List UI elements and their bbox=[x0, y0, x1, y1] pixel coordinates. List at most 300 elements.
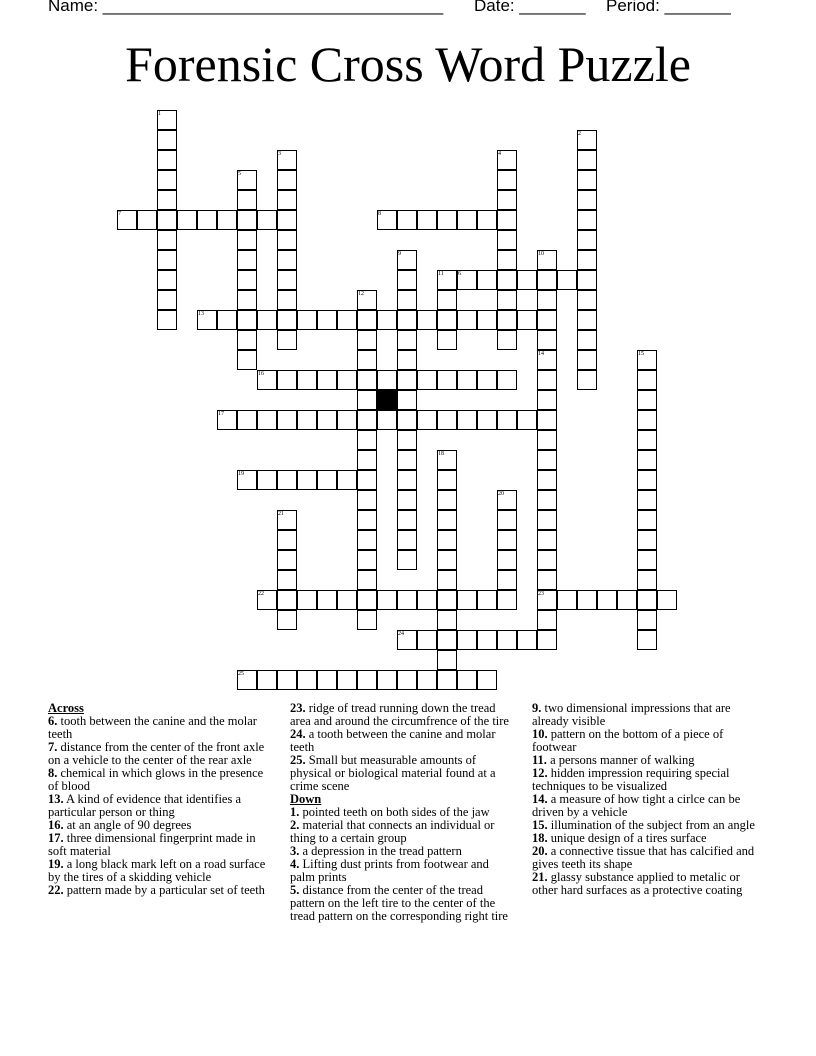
grid-cell[interactable] bbox=[637, 450, 657, 470]
grid-cell[interactable] bbox=[357, 570, 377, 590]
grid-cell[interactable] bbox=[537, 550, 557, 570]
grid-cell[interactable] bbox=[537, 270, 557, 290]
grid-cell[interactable] bbox=[277, 610, 297, 630]
grid-cell[interactable] bbox=[157, 170, 177, 190]
grid-cell[interactable] bbox=[497, 250, 517, 270]
grid-cell[interactable] bbox=[257, 310, 277, 330]
clue-text: three dimensional fingerprint made in soft material bbox=[48, 831, 256, 858]
grid-cell[interactable] bbox=[277, 470, 297, 490]
clue-number: 18. bbox=[532, 831, 548, 845]
grid-cell[interactable] bbox=[377, 370, 397, 390]
grid-cell[interactable] bbox=[417, 310, 437, 330]
grid-cell[interactable] bbox=[397, 350, 417, 370]
grid-cell[interactable] bbox=[357, 510, 377, 530]
grid-number: 1 bbox=[158, 111, 161, 117]
grid-cell[interactable] bbox=[397, 290, 417, 310]
clue-number: 14. bbox=[532, 792, 548, 806]
grid-cell[interactable] bbox=[277, 370, 297, 390]
grid-cell[interactable] bbox=[397, 510, 417, 530]
clue-number: 22. bbox=[48, 883, 64, 897]
down-clue bbox=[290, 858, 516, 884]
grid-cell[interactable] bbox=[477, 670, 497, 690]
grid-cell[interactable] bbox=[317, 590, 337, 610]
down-clue bbox=[532, 767, 758, 793]
grid-cell[interactable] bbox=[517, 310, 537, 330]
grid-cell[interactable] bbox=[157, 130, 177, 150]
grid-cell[interactable] bbox=[157, 190, 177, 210]
grid-cell[interactable] bbox=[277, 670, 297, 690]
grid-cell[interactable] bbox=[297, 470, 317, 490]
across-clue bbox=[48, 832, 276, 858]
grid-cell[interactable] bbox=[157, 270, 177, 290]
grid-cell[interactable] bbox=[297, 370, 317, 390]
grid-cell[interactable] bbox=[537, 610, 557, 630]
clue-number: 12. bbox=[532, 766, 548, 780]
grid-cell[interactable] bbox=[577, 250, 597, 270]
grid-cell[interactable] bbox=[157, 230, 177, 250]
grid-cell[interactable] bbox=[537, 430, 557, 450]
grid-cell[interactable] bbox=[237, 330, 257, 350]
grid-cell[interactable] bbox=[537, 310, 557, 330]
grid-cell[interactable] bbox=[457, 410, 477, 430]
down-clue bbox=[532, 793, 758, 819]
grid-cell[interactable] bbox=[437, 410, 457, 430]
down-clue bbox=[532, 871, 758, 897]
grid-cell[interactable] bbox=[437, 650, 457, 670]
name-field[interactable]: Name: ____________________________________ bbox=[48, 0, 444, 15]
grid-cell[interactable] bbox=[497, 270, 517, 290]
grid-cell[interactable] bbox=[437, 310, 457, 330]
clue-number: 5. bbox=[290, 883, 300, 897]
grid-cell[interactable] bbox=[157, 290, 177, 310]
grid-cell[interactable] bbox=[377, 410, 397, 430]
across-clue bbox=[290, 702, 516, 728]
grid-cell[interactable] bbox=[537, 630, 557, 650]
clue-text: a persons manner of walking bbox=[546, 753, 695, 767]
grid-cell[interactable] bbox=[637, 590, 657, 610]
grid-cell[interactable] bbox=[397, 590, 417, 610]
clue-text: Lifting dust prints from footwear and palm prints bbox=[290, 857, 489, 884]
down-clue bbox=[532, 845, 758, 871]
grid-cell[interactable] bbox=[437, 670, 457, 690]
grid-cell[interactable] bbox=[477, 270, 497, 290]
grid-number: 4 bbox=[498, 151, 501, 157]
grid-cell[interactable] bbox=[477, 590, 497, 610]
grid-cell[interactable] bbox=[277, 230, 297, 250]
grid-cell[interactable] bbox=[357, 490, 377, 510]
grid-cell[interactable] bbox=[537, 490, 557, 510]
down-clue bbox=[532, 702, 758, 728]
clue-text: hidden impression requiring special techniques to be visualized bbox=[532, 766, 730, 793]
grid-cell[interactable] bbox=[297, 590, 317, 610]
clue-number: 17. bbox=[48, 831, 64, 845]
grid-cell[interactable] bbox=[277, 410, 297, 430]
grid-cell[interactable] bbox=[437, 370, 457, 390]
grid-cell[interactable] bbox=[237, 190, 257, 210]
grid-cell[interactable] bbox=[397, 210, 417, 230]
grid-cell[interactable] bbox=[197, 210, 217, 230]
grid-cell[interactable] bbox=[297, 410, 317, 430]
grid-cell[interactable] bbox=[537, 450, 557, 470]
grid-cell[interactable] bbox=[437, 550, 457, 570]
clue-number: 19. bbox=[48, 857, 64, 871]
clue-text: illumination of the subject from an angle bbox=[547, 818, 755, 832]
grid-cell[interactable] bbox=[297, 670, 317, 690]
grid-cell[interactable] bbox=[377, 590, 397, 610]
grid-cell[interactable] bbox=[317, 410, 337, 430]
clue-number: 25. bbox=[290, 753, 306, 767]
clue-number: 2. bbox=[290, 818, 300, 832]
grid-cell[interactable] bbox=[357, 330, 377, 350]
grid-cell[interactable] bbox=[397, 410, 417, 430]
down-clue bbox=[532, 728, 758, 754]
grid-cell[interactable] bbox=[417, 590, 437, 610]
grid-cell[interactable] bbox=[457, 630, 477, 650]
grid-cell[interactable] bbox=[337, 590, 357, 610]
grid-cell[interactable] bbox=[397, 670, 417, 690]
grid-cell[interactable] bbox=[517, 630, 537, 650]
grid-cell[interactable] bbox=[397, 430, 417, 450]
grid-cell[interactable] bbox=[497, 170, 517, 190]
grid-cell[interactable] bbox=[577, 150, 597, 170]
grid-cell[interactable] bbox=[537, 570, 557, 590]
grid-cell[interactable] bbox=[637, 490, 657, 510]
clue-text: A kind of evidence that identifies a particular person or thing bbox=[48, 792, 242, 819]
grid-cell[interactable] bbox=[497, 190, 517, 210]
grid-cell[interactable] bbox=[497, 630, 517, 650]
grid-cell[interactable] bbox=[257, 470, 277, 490]
grid-cell[interactable] bbox=[397, 310, 417, 330]
grid-cell[interactable] bbox=[317, 370, 337, 390]
grid-cell[interactable] bbox=[237, 270, 257, 290]
grid-cell[interactable] bbox=[497, 370, 517, 390]
clue-column-2 bbox=[290, 702, 516, 923]
grid-cell[interactable] bbox=[437, 330, 457, 350]
grid-cell[interactable] bbox=[477, 410, 497, 430]
grid-cell[interactable] bbox=[637, 390, 657, 410]
grid-number: 5 bbox=[238, 171, 241, 177]
grid-cell[interactable] bbox=[277, 330, 297, 350]
clue-text: a measure of how tight a cirlce can be driven by a vehicle bbox=[532, 792, 741, 819]
grid-cell[interactable] bbox=[357, 470, 377, 490]
grid-cell[interactable] bbox=[337, 370, 357, 390]
grid-cell[interactable] bbox=[537, 390, 557, 410]
grid-cell[interactable] bbox=[417, 410, 437, 430]
grid-cell[interactable] bbox=[337, 470, 357, 490]
grid-cell[interactable] bbox=[617, 590, 637, 610]
grid-cell[interactable] bbox=[457, 210, 477, 230]
grid-cell[interactable] bbox=[277, 290, 297, 310]
grid-cell[interactable] bbox=[157, 250, 177, 270]
grid-cell[interactable] bbox=[417, 210, 437, 230]
grid-cell[interactable] bbox=[357, 550, 377, 570]
clue-column-1 bbox=[48, 702, 276, 897]
clue-text: tooth between the canine and the molar teeth bbox=[48, 714, 257, 741]
grid-cell[interactable] bbox=[577, 310, 597, 330]
grid-cell[interactable] bbox=[537, 370, 557, 390]
grid-cell[interactable] bbox=[577, 210, 597, 230]
grid-cell[interactable] bbox=[537, 330, 557, 350]
across-clue bbox=[48, 715, 276, 741]
grid-cell[interactable] bbox=[537, 410, 557, 430]
grid-cell[interactable] bbox=[317, 470, 337, 490]
grid-cell[interactable] bbox=[257, 410, 277, 430]
grid-cell[interactable] bbox=[357, 430, 377, 450]
grid-cell[interactable] bbox=[457, 370, 477, 390]
grid-cell[interactable] bbox=[497, 330, 517, 350]
grid-cell[interactable] bbox=[177, 210, 197, 230]
grid-cell[interactable] bbox=[357, 370, 377, 390]
clue-number: 4. bbox=[290, 857, 300, 871]
grid-cell[interactable] bbox=[577, 590, 597, 610]
grid-cell[interactable] bbox=[217, 310, 237, 330]
grid-cell[interactable] bbox=[257, 210, 277, 230]
grid-number: 8 bbox=[378, 211, 381, 217]
blocked-cell bbox=[377, 390, 397, 410]
grid-cell[interactable] bbox=[497, 550, 517, 570]
page-title: Forensic Cross Word Puzzle bbox=[125, 36, 691, 92]
grid-cell[interactable] bbox=[357, 390, 377, 410]
grid-cell[interactable] bbox=[497, 210, 517, 230]
grid-cell[interactable] bbox=[637, 370, 657, 390]
clue-text: glassy substance applied to metalic or other hard surfaces as a protective coating bbox=[532, 870, 743, 897]
grid-cell[interactable] bbox=[437, 530, 457, 550]
grid-cell[interactable] bbox=[397, 330, 417, 350]
across-heading: Across bbox=[48, 701, 84, 715]
grid-cell[interactable] bbox=[237, 210, 257, 230]
clue-number: 6. bbox=[48, 714, 58, 728]
grid-cell[interactable] bbox=[497, 590, 517, 610]
grid-cell[interactable] bbox=[637, 470, 657, 490]
grid-cell[interactable] bbox=[237, 290, 257, 310]
clue-text: a connective tissue that has calcified and gives teeth its shape bbox=[532, 844, 755, 871]
down-clue bbox=[290, 819, 516, 845]
grid-cell[interactable] bbox=[437, 210, 457, 230]
grid-cell[interactable] bbox=[397, 370, 417, 390]
grid-cell[interactable] bbox=[577, 370, 597, 390]
clue-text: at an angle of 90 degrees bbox=[63, 818, 192, 832]
grid-cell[interactable] bbox=[157, 150, 177, 170]
clue-number: 11. bbox=[532, 753, 547, 767]
grid-number: 6 bbox=[458, 271, 461, 277]
grid-cell[interactable] bbox=[277, 170, 297, 190]
grid-cell[interactable] bbox=[557, 270, 577, 290]
grid-cell[interactable] bbox=[437, 510, 457, 530]
grid-cell[interactable] bbox=[557, 590, 577, 610]
grid-cell[interactable] bbox=[437, 570, 457, 590]
clue-number: 3. bbox=[290, 844, 300, 858]
grid-cell[interactable] bbox=[357, 350, 377, 370]
clue-text: pointed teeth on both sides of the jaw bbox=[299, 805, 490, 819]
grid-cell[interactable] bbox=[437, 290, 457, 310]
grid-cell[interactable] bbox=[157, 210, 177, 230]
clue-number: 9. bbox=[532, 701, 542, 715]
grid-cell[interactable] bbox=[237, 310, 257, 330]
grid-cell[interactable] bbox=[417, 670, 437, 690]
grid-cell[interactable] bbox=[277, 550, 297, 570]
across-clue bbox=[48, 767, 276, 793]
grid-cell[interactable] bbox=[337, 410, 357, 430]
grid-cell[interactable] bbox=[357, 450, 377, 470]
grid-cell[interactable] bbox=[397, 270, 417, 290]
grid-number: 9 bbox=[398, 251, 401, 257]
grid-cell[interactable] bbox=[497, 290, 517, 310]
grid-cell[interactable] bbox=[217, 210, 237, 230]
grid-cell[interactable] bbox=[277, 590, 297, 610]
grid-cell[interactable] bbox=[577, 170, 597, 190]
grid-cell[interactable] bbox=[577, 230, 597, 250]
grid-cell[interactable] bbox=[277, 310, 297, 330]
down-clue bbox=[290, 884, 516, 923]
grid-cell[interactable] bbox=[277, 250, 297, 270]
clue-number: 1. bbox=[290, 805, 300, 819]
grid-cell[interactable] bbox=[477, 630, 497, 650]
grid-cell[interactable] bbox=[477, 370, 497, 390]
grid-cell[interactable] bbox=[337, 670, 357, 690]
grid-cell[interactable] bbox=[377, 670, 397, 690]
grid-cell[interactable] bbox=[497, 510, 517, 530]
across-clue bbox=[290, 728, 516, 754]
clue-number: 10. bbox=[532, 727, 548, 741]
grid-cell[interactable] bbox=[537, 470, 557, 490]
grid-number: 14 bbox=[538, 351, 544, 357]
grid-cell[interactable] bbox=[637, 610, 657, 630]
grid-cell[interactable] bbox=[497, 230, 517, 250]
down-heading: Down bbox=[290, 792, 322, 806]
across-clue bbox=[48, 884, 276, 897]
grid-cell[interactable] bbox=[517, 410, 537, 430]
grid-number: 22 bbox=[258, 591, 264, 597]
grid-cell[interactable] bbox=[297, 310, 317, 330]
clue-text: a depression in the tread pattern bbox=[299, 844, 462, 858]
grid-cell[interactable] bbox=[537, 530, 557, 550]
grid-cell[interactable] bbox=[277, 570, 297, 590]
grid-cell[interactable] bbox=[637, 550, 657, 570]
clue-number: 24. bbox=[290, 727, 306, 741]
grid-cell[interactable] bbox=[397, 550, 417, 570]
clue-column-3 bbox=[532, 702, 758, 897]
grid-cell[interactable] bbox=[357, 590, 377, 610]
clue-text: Small but measurable amounts of physical or biological material found at a crime scene bbox=[290, 753, 496, 793]
period-field[interactable]: Period: _______ bbox=[606, 0, 731, 15]
grid-cell[interactable] bbox=[497, 310, 517, 330]
grid-cell[interactable] bbox=[637, 510, 657, 530]
grid-cell[interactable] bbox=[377, 310, 397, 330]
grid-cell[interactable] bbox=[237, 410, 257, 430]
grid-cell[interactable] bbox=[357, 530, 377, 550]
grid-cell[interactable] bbox=[277, 270, 297, 290]
grid-number: 25 bbox=[238, 671, 244, 677]
date-field[interactable]: Date: _______ bbox=[474, 0, 586, 15]
grid-number: 10 bbox=[538, 251, 544, 257]
grid-cell[interactable] bbox=[397, 530, 417, 550]
grid-cell[interactable] bbox=[497, 570, 517, 590]
grid-cell[interactable] bbox=[237, 350, 257, 370]
grid-cell[interactable] bbox=[577, 270, 597, 290]
clue-text: pattern made by a particular set of teeth bbox=[63, 883, 265, 897]
grid-cell[interactable] bbox=[357, 610, 377, 630]
clue-text: distance from the center of the front axle on a vehicle to the center of the rear axle bbox=[48, 740, 265, 767]
grid-cell[interactable] bbox=[457, 670, 477, 690]
grid-cell[interactable] bbox=[337, 310, 357, 330]
grid-cell[interactable] bbox=[577, 330, 597, 350]
clue-text: a tooth between the canine and molar teeth bbox=[290, 727, 496, 754]
clue-text: two dimensional impressions that are already visible bbox=[532, 701, 731, 728]
grid-cell[interactable] bbox=[317, 670, 337, 690]
clue-number: 15. bbox=[532, 818, 548, 832]
grid-cell[interactable] bbox=[637, 570, 657, 590]
grid-cell[interactable] bbox=[637, 430, 657, 450]
grid-cell[interactable] bbox=[317, 310, 337, 330]
clue-number: 8. bbox=[48, 766, 58, 780]
grid-cell[interactable] bbox=[397, 450, 417, 470]
grid-cell[interactable] bbox=[437, 590, 457, 610]
grid-cell[interactable] bbox=[157, 310, 177, 330]
grid-cell[interactable] bbox=[457, 310, 477, 330]
clue-text: chemical in which glows in the presence of blood bbox=[48, 766, 264, 793]
grid-cell[interactable] bbox=[357, 410, 377, 430]
grid-cell[interactable] bbox=[437, 490, 457, 510]
grid-cell[interactable] bbox=[417, 630, 437, 650]
grid-cell[interactable] bbox=[597, 590, 617, 610]
clue-text: material that connects an individual or thing to a certain group bbox=[290, 818, 495, 845]
grid-cell[interactable] bbox=[257, 670, 277, 690]
clue-number: 16. bbox=[48, 818, 64, 832]
grid-cell[interactable] bbox=[397, 470, 417, 490]
grid-cell[interactable] bbox=[637, 410, 657, 430]
clue-text: distance from the center of the tread pattern on the left tire to the center of the tread pattern on the corresponding right tire bbox=[290, 883, 508, 923]
grid-cell[interactable] bbox=[637, 630, 657, 650]
grid-cell[interactable] bbox=[577, 190, 597, 210]
grid-cell[interactable] bbox=[537, 510, 557, 530]
grid-cell[interactable] bbox=[277, 210, 297, 230]
grid-cell[interactable] bbox=[497, 410, 517, 430]
grid-cell[interactable] bbox=[497, 530, 517, 550]
grid-number: 21 bbox=[278, 511, 284, 517]
grid-cell[interactable] bbox=[417, 370, 437, 390]
grid-cell[interactable] bbox=[137, 210, 157, 230]
grid-number: 24 bbox=[398, 631, 404, 637]
grid-cell[interactable] bbox=[397, 490, 417, 510]
grid-cell[interactable] bbox=[277, 190, 297, 210]
grid-number: 7 bbox=[118, 211, 121, 217]
grid-cell[interactable] bbox=[457, 590, 477, 610]
grid-cell[interactable] bbox=[237, 250, 257, 270]
grid-cell[interactable] bbox=[517, 270, 537, 290]
clue-number: 23. bbox=[290, 701, 306, 715]
grid-cell[interactable] bbox=[637, 530, 657, 550]
clue-text: pattern on the bottom of a piece of footwear bbox=[532, 727, 724, 754]
grid-cell[interactable] bbox=[277, 530, 297, 550]
grid-cell[interactable] bbox=[437, 610, 457, 630]
grid-cell[interactable] bbox=[477, 310, 497, 330]
grid-cell[interactable] bbox=[357, 310, 377, 330]
grid-number: 13 bbox=[198, 311, 204, 317]
grid-cell[interactable] bbox=[657, 590, 677, 610]
grid-cell[interactable] bbox=[237, 230, 257, 250]
grid-cell[interactable] bbox=[357, 670, 377, 690]
grid-cell[interactable] bbox=[577, 350, 597, 370]
grid-cell[interactable] bbox=[577, 290, 597, 310]
clue-text: unique design of a tires surface bbox=[547, 831, 707, 845]
grid-cell[interactable] bbox=[397, 390, 417, 410]
clue-text: ridge of tread running down the tread area and around the circumfrence of the tire bbox=[290, 701, 509, 728]
grid-number: 16 bbox=[258, 371, 264, 377]
grid-cell[interactable] bbox=[537, 290, 557, 310]
grid-cell[interactable] bbox=[437, 470, 457, 490]
grid-cell[interactable] bbox=[437, 630, 457, 650]
grid-cell[interactable] bbox=[477, 210, 497, 230]
